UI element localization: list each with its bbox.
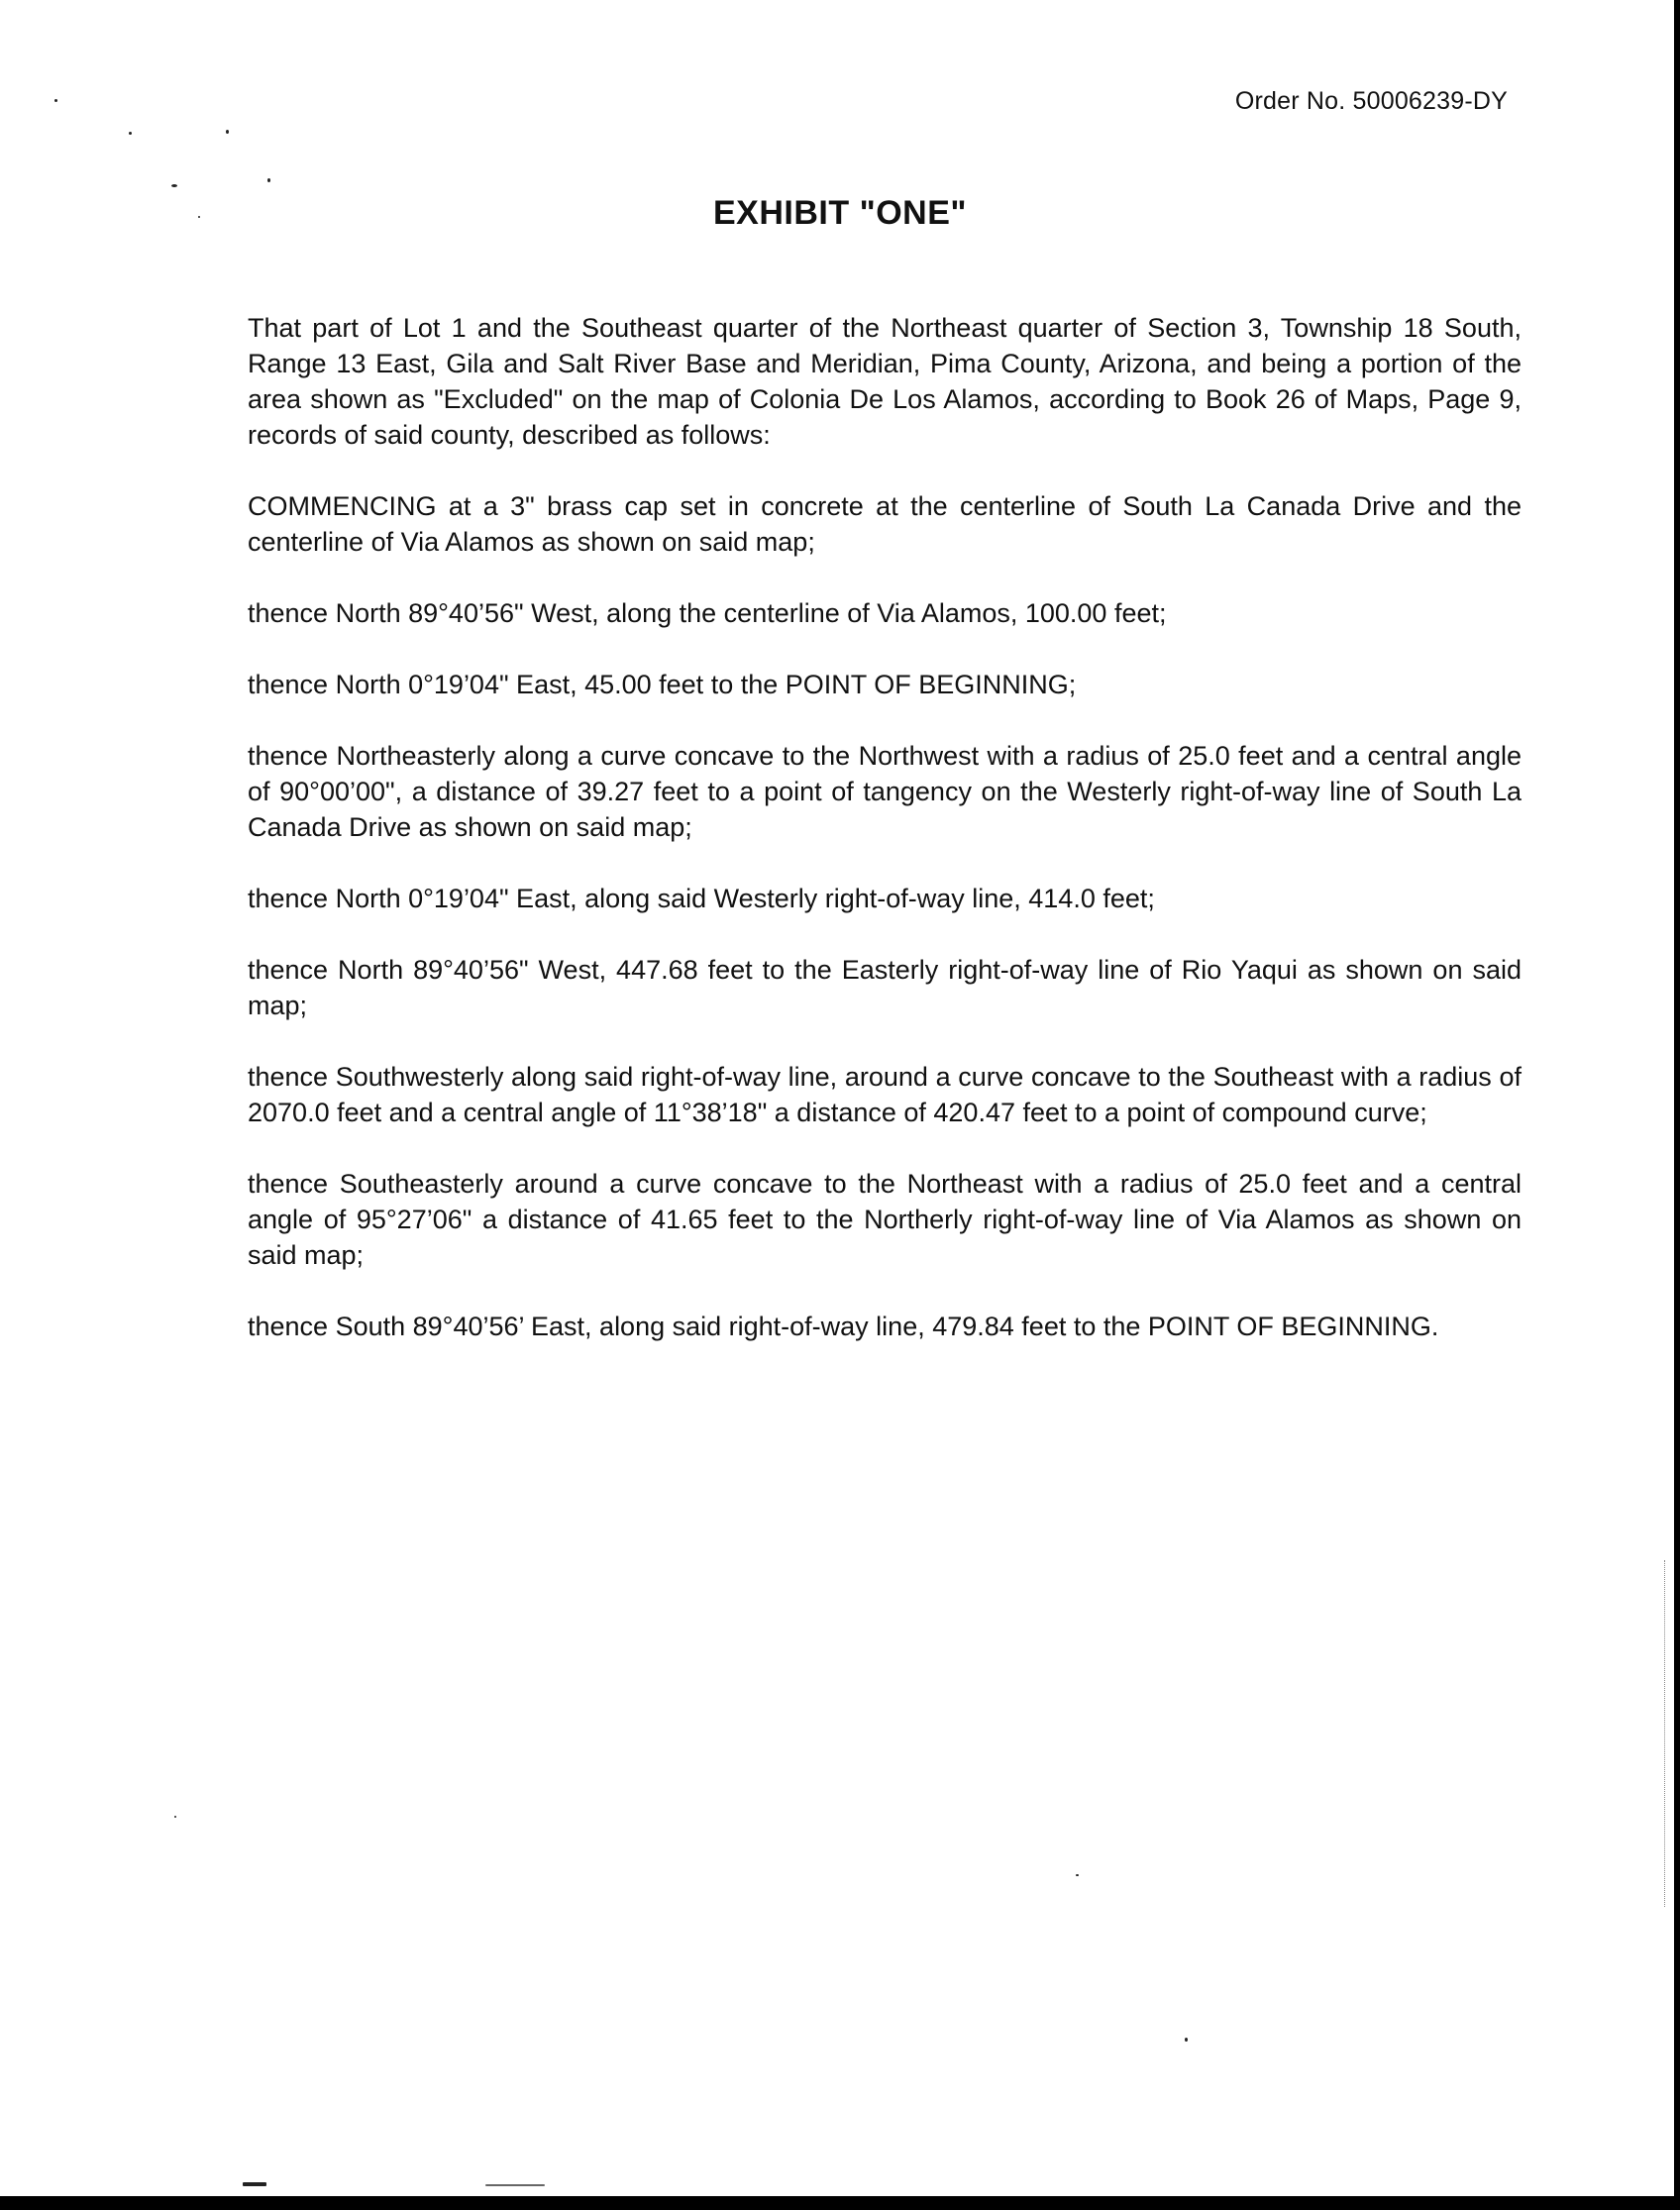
paragraph-call: thence North 0°19’04" East, 45.00 feet to the POINT OF BEGINNING;: [248, 670, 1077, 699]
margin-mark: [1664, 1724, 1677, 1907]
scan-speck: [485, 2184, 545, 2186]
exhibit-title: EXHIBIT "ONE": [713, 194, 967, 232]
paragraph-call: thence Southwesterly along said right-of-way line, around a curve concave to the Southeast with a radius of 2070.0 feet and a central angle of 11°38’18" a distance of 420.47 feet to a point of compound curve;: [248, 1062, 1522, 1127]
paragraph-call: thence North 89°40’56" West, along the centerline of Via Alamos, 100.00 feet;: [248, 598, 1167, 628]
paragraph-commencing: COMMENCING at a 3" brass cap set in concrete at the centerline of South La Canada Drive and the centerline of Via Alamos as shown on said map;: [248, 491, 1522, 557]
scan-speck: [174, 1816, 176, 1818]
scan-speck: [129, 132, 132, 135]
scan-speck: [243, 2182, 266, 2186]
paragraph-call: thence Northeasterly along a curve concave to the Northwest with a radius of 25.0 feet and a central angle of 90°00’00", a distance of 39.27 feet to a point of tangency on the Westerly right-of-way line of South La Canada Drive as shown on said map;: [248, 741, 1522, 842]
scan-edge-bottom: [0, 2196, 1680, 2210]
legal-description: [248, 310, 1522, 1380]
paragraph-call: thence North 0°19’04" East, along said Westerly right-of-way line, 414.0 feet;: [248, 884, 1155, 913]
scan-speck: [171, 184, 177, 187]
paragraph-closing: thence South 89°40’56’ East, along said right-of-way line, 479.84 feet to the POINT OF BEGINNING.: [248, 1312, 1439, 1341]
paragraph-call: thence North 89°40’56" West, 447.68 feet to the Easterly right-of-way line of Rio Yaqui as shown on said map;: [248, 955, 1522, 1020]
scan-speck: [54, 99, 57, 102]
order-number: Order No. 50006239-DY: [1234, 87, 1508, 115]
scan-speck: [1076, 1874, 1079, 1876]
paragraph-call: thence Southeasterly around a curve concave to the Northeast with a radius of 25.0 feet and a central angle of 95°27’06" a distance of 41.65 feet to the Northerly right-of-way line of Via Alamos as shown on said map;: [248, 1169, 1522, 1270]
scan-speck: [1185, 2038, 1188, 2042]
paragraph-intro: That part of Lot 1 and the Southeast quarter of the Northeast quarter of Section 3, Township 18 South, Range 13 East, Gila and Salt River Base and Meridian, Pima County, Arizona, and being a portion of the area shown as "Excluded" on the map of Colonia De Los Alamos, according to Book 26 of Maps, Page 9, records of said county, described as follows:: [248, 313, 1522, 450]
scan-speck: [267, 178, 270, 182]
scan-speck: [226, 130, 229, 134]
